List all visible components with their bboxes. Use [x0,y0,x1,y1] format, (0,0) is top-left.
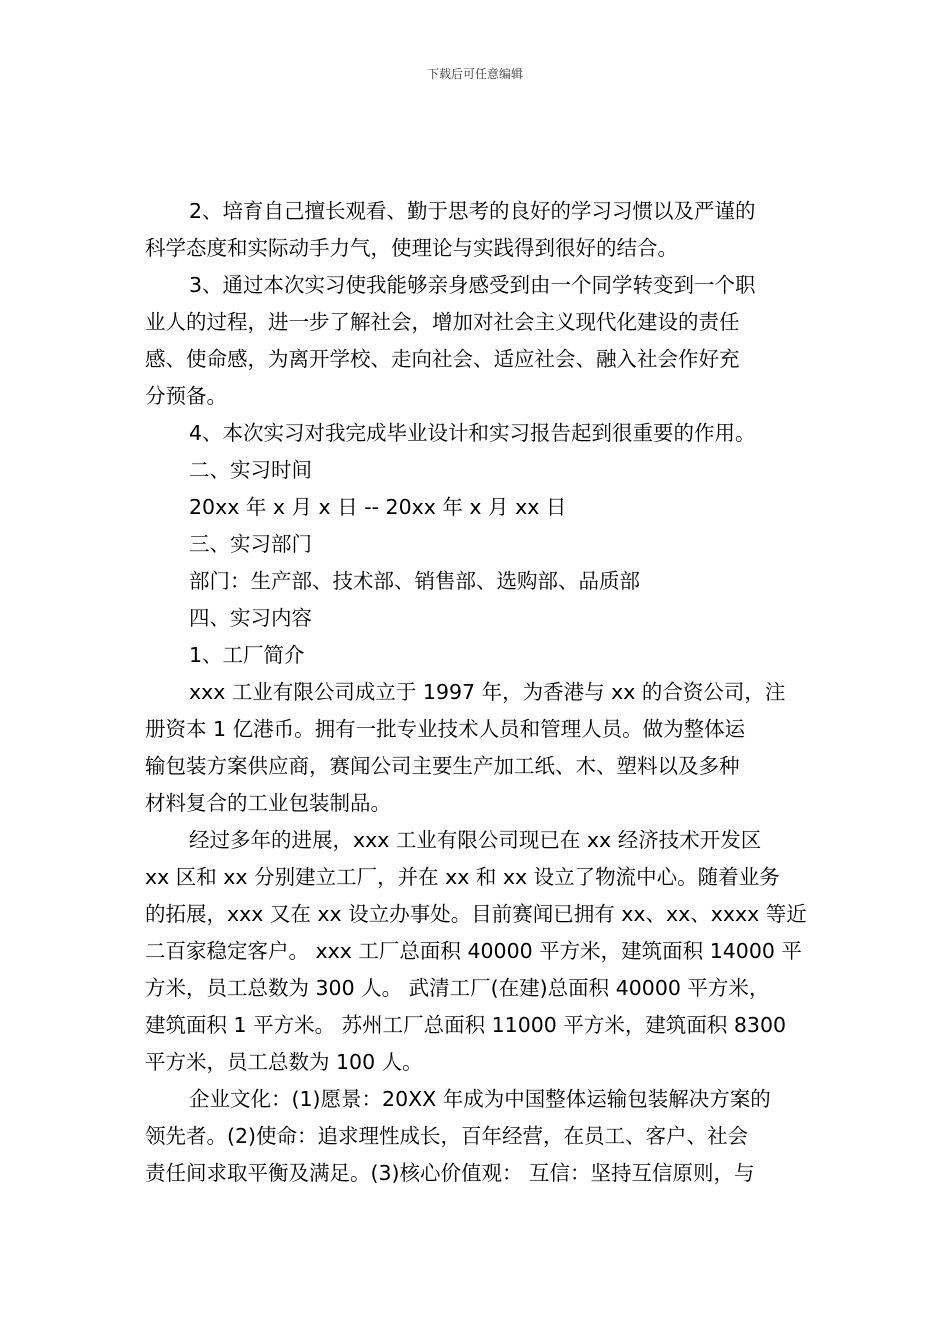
internship-date-range [145,489,810,526]
subheading-factory-intro [145,637,810,674]
text-line: 分预备。 [145,384,227,408]
paragraph-company-development [145,822,810,1081]
paragraph-goal-3 [145,267,810,415]
page-header: 下载后可任意编辑 [426,67,523,81]
text-line: 责任间求取平衡及满足。(3)核心价值观： 互信：坚持互信原则，与 [145,1161,755,1185]
text-line: xxx 工业有限公司成立于 1997 年，为香港与 xx 的合资公司，注 [189,680,786,704]
text-line: 领先者。(2)使命：追求理性成长，百年经营，在员工、客户、社会 [145,1124,749,1148]
text-line: 三、实习部门 [189,532,312,556]
text-line: 20xx 年 x 月 x 日 -- 20xx 年 x 月 xx 日 [189,495,567,519]
text-line: 业人的过程，进一步了解社会，增加对社会主义现代化建设的责任 [145,310,740,334]
text-line: 经过多年的进展，xxx 工业有限公司现已在 xx 经济技术开发区 [189,828,762,852]
text-line: 3、通过本次实习使我能够亲身感受到由一个同学转变到一个职 [189,273,756,297]
text-line: 4、本次实习对我完成毕业设计和实习报告起到很重要的作用。 [189,421,756,445]
paragraph-company-founding [145,674,810,822]
text-line: 企业文化：(1)愿景：20XX 年成为中国整体运输包装解决方案的 [189,1087,771,1111]
text-line: 材料复合的工业包装制品。 [145,791,391,815]
paragraph-goal-2 [145,193,810,267]
text-line: 册资本 1 亿港币。拥有一批专业技术人员和管理人员。做为整体运 [145,717,746,741]
paragraph-corporate-culture [145,1081,810,1192]
text-line: 平方米，员工总数为 100 人。 [145,1050,423,1074]
department-list [145,563,810,600]
text-line: 输包装方案供应商，赛闻公司主要生产加工纸、木、塑料以及多种 [145,754,740,778]
text-line: 1、工厂简介 [189,643,305,667]
text-line: 二百家稳定客户。 xxx 工厂总面积 40000 平方米，建筑面积 14000 平 [145,939,802,963]
paragraph-goal-4 [145,415,810,452]
text-line: 感、使命感，为离开学校、走向社会、适应社会、融入社会作好充 [145,347,740,371]
text-line: 科学态度和实际动手力气，使理论与实践得到很好的结合。 [145,236,678,260]
text-line: 的拓展，xxx 又在 xx 设立办事处。目前赛闻已拥有 xx、xx、xxxx 等近 [145,902,807,926]
text-line: xx 区和 xx 分别建立工厂，并在 xx 和 xx 设立了物流中心。随着业务 [145,865,780,889]
section-heading-internship-department [145,526,810,563]
document-body [145,193,810,1192]
text-line: 四、实习内容 [189,606,312,630]
text-line: 部门：生产部、技术部、销售部、选购部、品质部 [189,569,640,593]
text-line: 方米，员工总数为 300 人。 武清工厂(在建)总面积 40000 平方米， [145,976,770,1000]
text-line: 二、实习时间 [189,458,312,482]
section-heading-internship-content [145,600,810,637]
text-line: 建筑面积 1 平方米。 苏州工厂总面积 11000 平方米，建筑面积 8300 [145,1013,787,1037]
section-heading-internship-time [145,452,810,489]
text-line: 2、培育自己擅长观看、勤于思考的良好的学习习惯以及严谨的 [189,199,756,223]
